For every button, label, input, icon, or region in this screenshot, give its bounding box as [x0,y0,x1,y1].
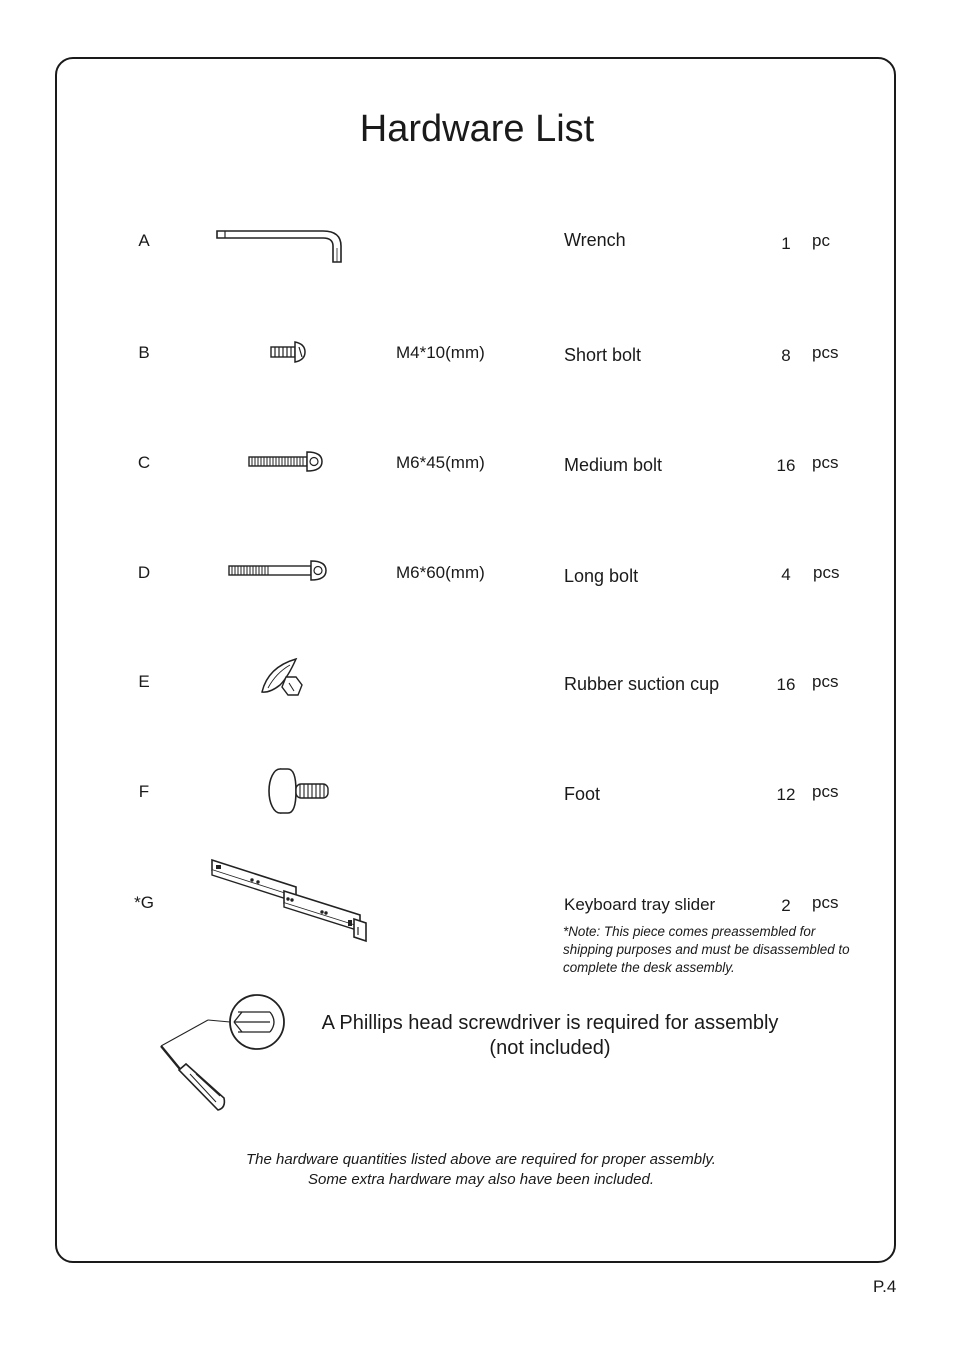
hardware-row-d [0,563,954,603]
quantity-footnote [0,1150,954,1190]
screwdriver-requirement [300,1011,800,1061]
long-bolt-icon [227,559,330,583]
item-description: Keyboard tray slider [564,895,716,914]
item-description: Long bolt [564,566,639,586]
allen-wrench-icon [213,226,348,266]
item-letter: E [138,672,150,691]
slider-note: *Note: This piece comes preassembled for shipping purposes and must be disassembled to complete the desk assembly. [563,924,850,975]
item-description: Medium bolt [564,455,663,475]
hardware-row-f [0,782,954,822]
item-description: Foot [564,784,601,804]
short-bolt-icon [269,339,309,365]
item-quantity: 2 [781,896,791,915]
item-unit: pcs [812,453,839,472]
screwdriver-line-1: A Phillips head screwdriver is required for assembly [321,1012,779,1034]
hardware-row-e [0,672,954,712]
item-spec: M6*45(mm) [396,453,485,472]
suction-cup-icon [258,655,308,700]
item-quantity: 16 [776,675,796,694]
item-description: Wrench [564,230,626,250]
footnote-line-2: Some extra hardware may also have been included. [307,1171,655,1188]
item-quantity: 4 [781,565,791,584]
footnote-line-1: The hardware quantities listed above are required for proper assembly. [246,1151,716,1168]
item-spec: M6*60(mm) [396,563,485,582]
item-unit: pcs [812,782,839,801]
item-unit: pcs [812,672,839,691]
item-unit: pcs [813,563,840,582]
item-quantity: 12 [776,785,796,804]
foot-icon [266,766,336,818]
item-spec: M4*10(mm) [396,343,485,362]
medium-bolt-icon [247,450,327,474]
item-unit: pc [812,231,830,250]
item-letter: D [137,563,151,582]
hardware-row-c [0,453,954,493]
phillips-screwdriver-icon [158,990,288,1115]
hardware-row-a [0,231,954,271]
item-letter: A [138,231,150,250]
item-unit: pcs [812,893,839,912]
item-letter: *G [134,893,154,912]
item-quantity: 8 [781,346,791,365]
item-letter: B [138,343,150,362]
item-quantity: 16 [776,456,796,475]
page-title: Hardware List [359,108,595,150]
tray-slider-icon [208,857,373,949]
item-description: Short bolt [564,345,642,365]
item-description: Rubber suction cup [564,674,720,694]
item-letter: F [138,782,150,801]
hardware-row-b [0,343,954,383]
item-unit: pcs [812,343,839,362]
item-letter: C [137,453,151,472]
page-number: P.4 [873,1277,897,1296]
screwdriver-line-2: (not included) [489,1037,611,1059]
item-quantity: 1 [781,234,791,253]
